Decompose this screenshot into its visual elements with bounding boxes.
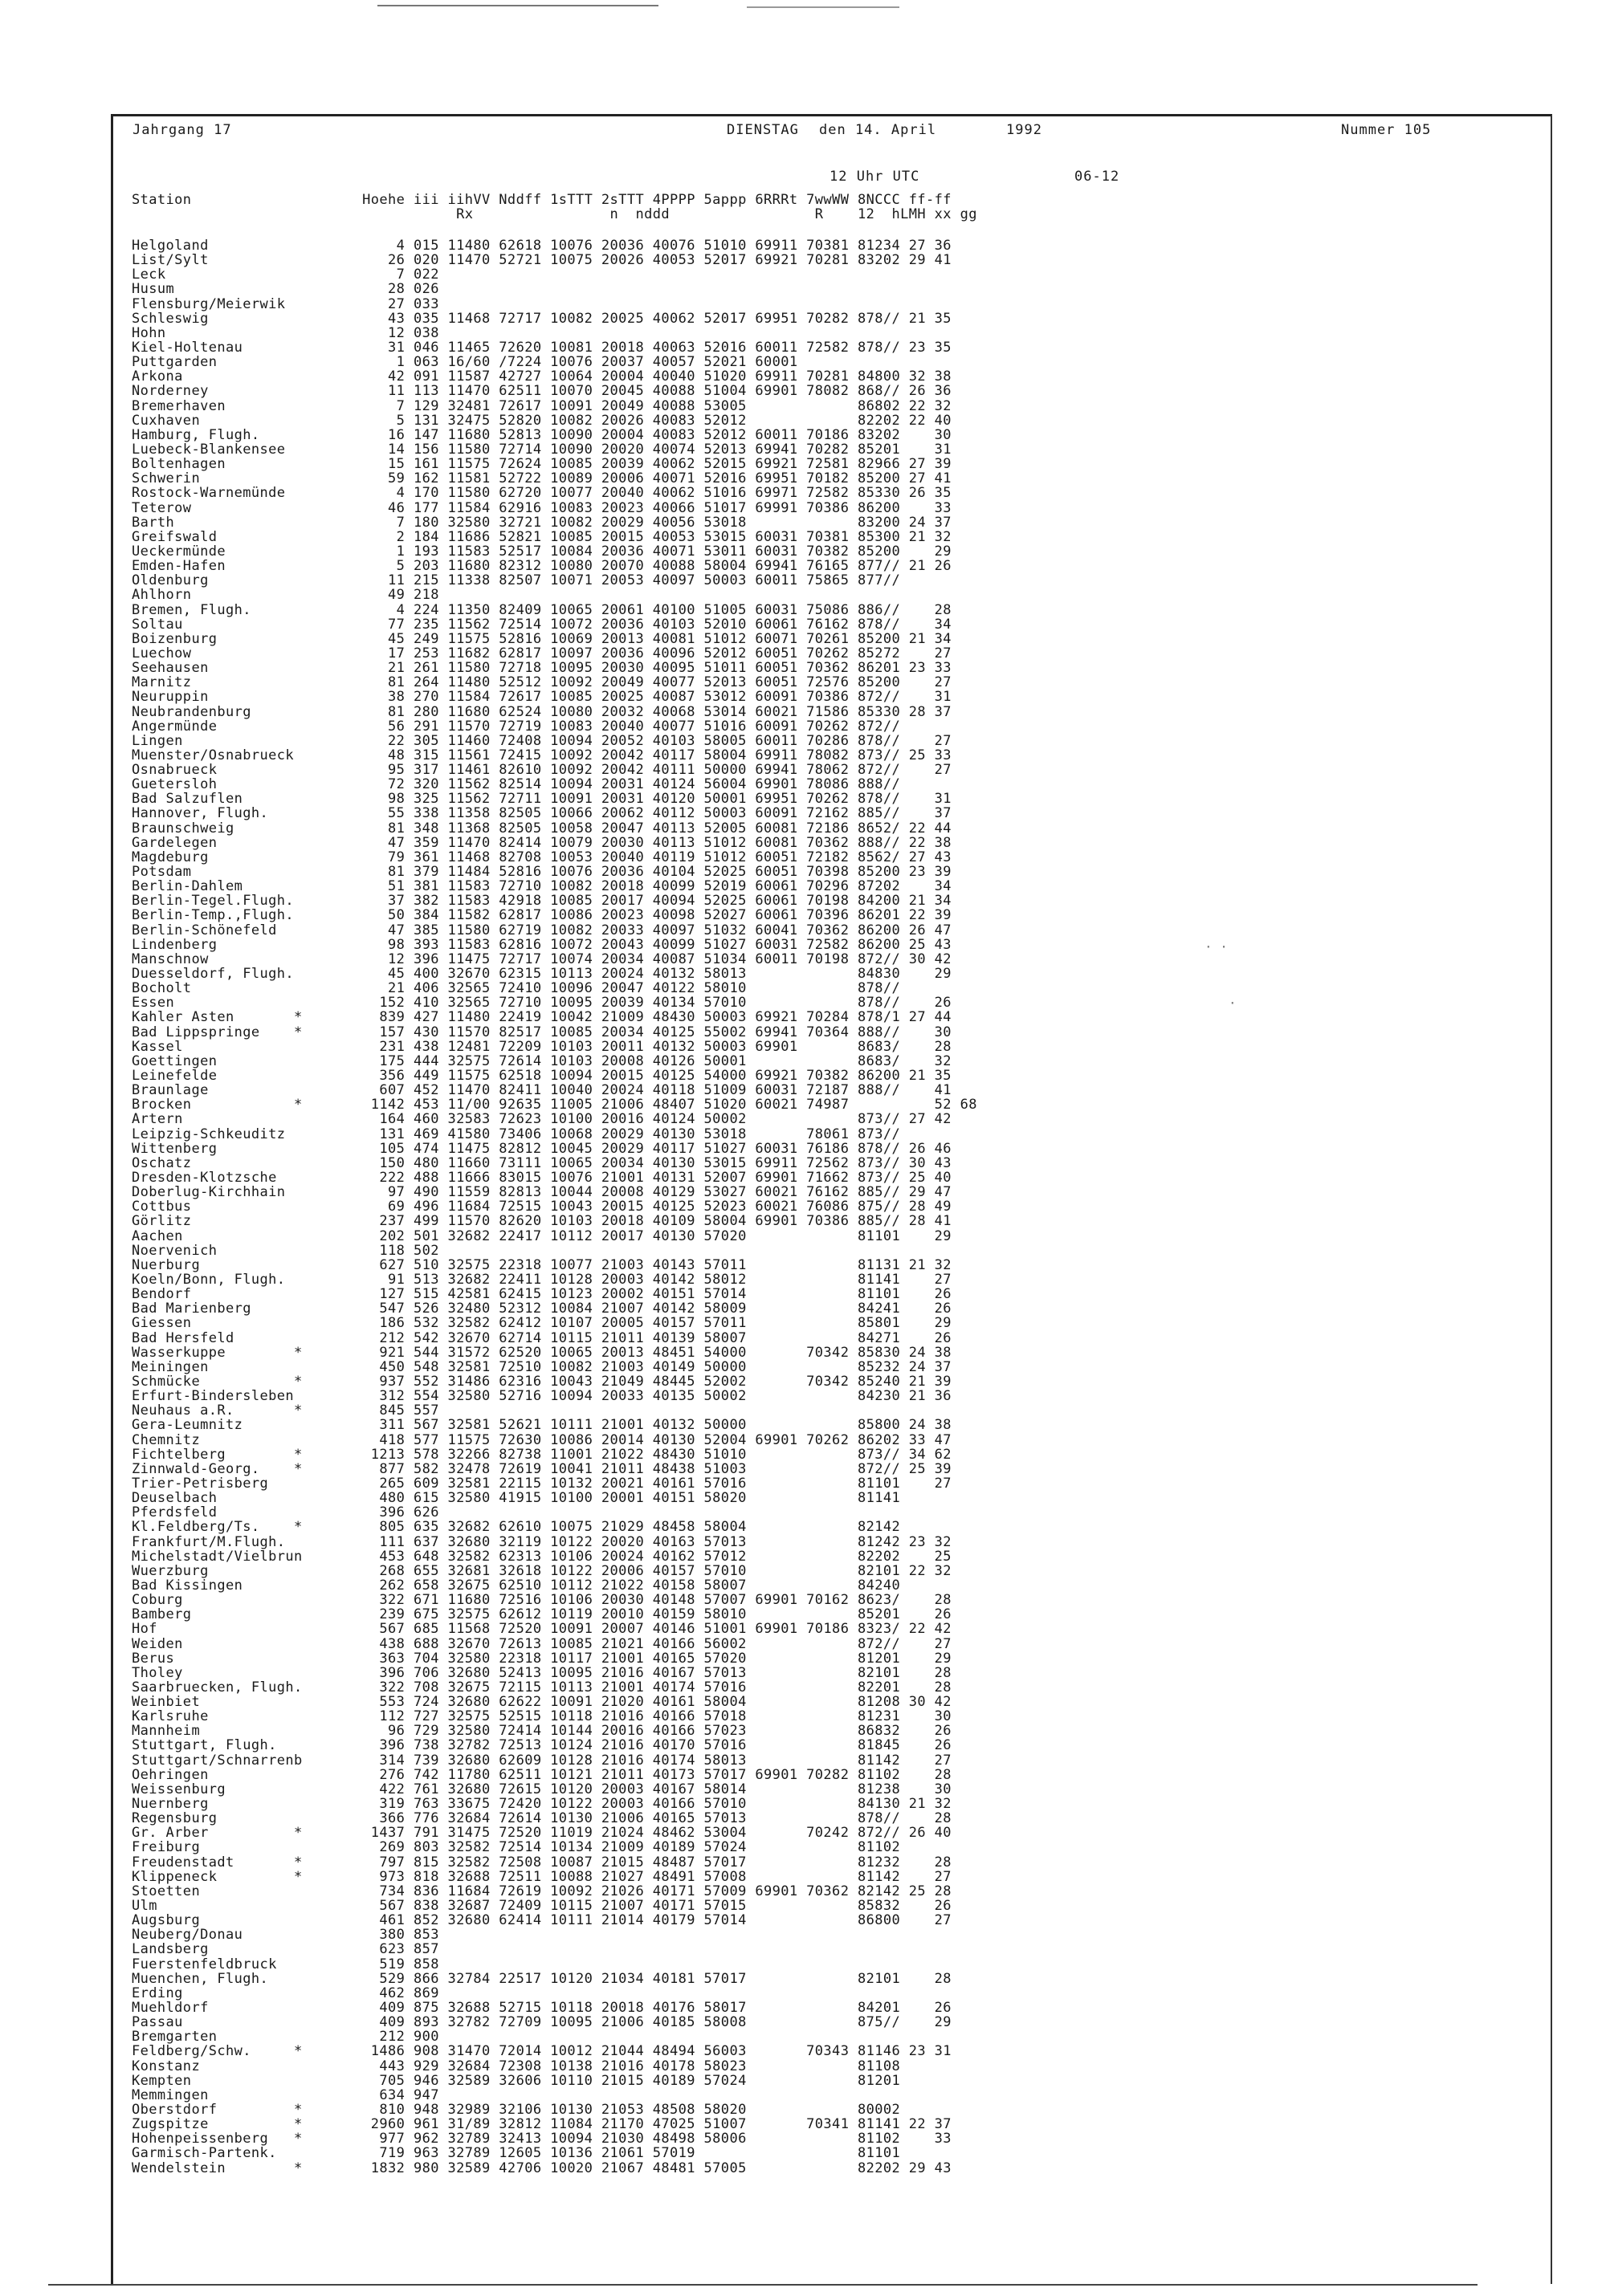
table-row: Lingen 22 305 11460 72408 10094 20052 40103 58005 60011 70286 878// 27 — [132, 732, 952, 749]
table-row: Bremen, Flugh. 4 224 11350 82409 10065 20061 40100 51005 60031 75086 886// 28 — [132, 601, 952, 618]
table-row: Ueckermünde 1 193 11583 52517 10084 20036 40071 53011 60031 70382 85200 29 — [132, 543, 952, 560]
table-row: Garmisch-Partenk. 719 963 32789 12605 10136 21061 57019 81101 — [132, 2145, 901, 2162]
table-row: Teterow 46 177 11584 62916 10083 20023 40066 51017 69991 70386 86200 33 — [132, 499, 952, 516]
table-row: Meiningen 450 548 32581 72510 10082 21003 40149 50000 85232 24 37 — [132, 1358, 952, 1375]
table-row: Schmücke * 937 552 31486 62316 10043 21049 48445 52002 70342 85240 21 39 — [132, 1373, 952, 1390]
bottom-rule — [48, 2284, 1478, 2286]
table-row: Nuerburg 627 510 32575 22318 10077 21003 40143 57011 81131 21 32 — [132, 1256, 952, 1273]
weekday-label: DIENSTAG — [727, 122, 799, 138]
table-row: Hannover, Flugh. 55 338 11358 82505 10066 20062 40112 50003 60091 72162 885// 37 — [132, 805, 952, 822]
table-row: Greifswald 2 184 11686 52821 10085 20015 40053 53015 60031 70381 85300 21 32 — [132, 528, 952, 545]
table-row: Mannheim 96 729 32580 72414 10144 20016 40166 57023 86832 26 — [132, 1723, 952, 1740]
table-row: Boizenburg 45 249 11575 52816 10069 20013 40081 51012 60071 70261 85200 21 34 — [132, 630, 952, 647]
table-row: Guetersloh 72 320 11562 82514 10094 20031 40124 56004 69901 78086 888// — [132, 776, 901, 793]
table-row: Berlin-Temp.,Flugh. 50 384 11582 62817 10086 20023 40098 52027 60061 70396 86201 22 39 — [132, 907, 952, 924]
table-row: Bad Hersfeld 212 542 32670 62714 10115 21011 40139 58007 84271 26 — [132, 1329, 952, 1346]
table-row: Tholey 396 706 32680 52413 10095 21016 40167 57013 82101 28 — [132, 1664, 952, 1681]
table-row: Soltau 77 235 11562 72514 10072 20036 40103 52010 60061 76162 878// 34 — [132, 616, 952, 633]
table-row: Neuberg/Donau 380 853 — [132, 1927, 439, 1944]
table-row: Wendelstein * 1832 980 32589 42706 10020 21067 48481 57005 82202 29 43 — [132, 2160, 952, 2176]
table-row: Weinbiet 553 724 32680 62622 10091 21020 40161 58004 81208 30 42 — [132, 1694, 952, 1711]
table-row: Bad Kissingen 262 658 32675 62510 10112 21022 40158 58007 84240 — [132, 1577, 901, 1594]
table-row: Fuerstenfeldbruck 519 858 — [132, 1956, 439, 1972]
table-row: Stuttgart/Schnarrenb 314 739 32680 62609 10128 21016 40174 58013 81142 27 — [132, 1752, 952, 1769]
table-row: Leinefelde 356 449 11575 62518 10094 20015 40125 54000 69921 70382 86200 21 35 — [132, 1068, 952, 1085]
column-headers: Station Hoehe iii iihVV Nddff 1sTTT 2sTTT 4PPPP 5appp 6RRRt 7wwWW 8NCCC ff-ff — [132, 192, 952, 208]
table-row: Lindenberg 98 393 11583 62816 10072 20043 40099 51027 60031 72582 86200 25 43 — [132, 936, 952, 953]
table-row: Artern 164 460 32583 72623 10100 20016 40124 50002 873// 27 42 — [132, 1111, 952, 1128]
date-label: den 14. April — [819, 122, 937, 138]
table-row: Luechow 17 253 11682 62817 10097 20036 40096 52012 60051 70262 85272 27 — [132, 645, 952, 662]
table-row: Leipzig-Schkeuditz 131 469 41580 73406 10068 20029 40130 53018 78061 873// — [132, 1126, 901, 1142]
table-row: Freiburg 269 803 32582 72514 10134 21009 40189 57024 81102 — [132, 1839, 901, 1856]
table-row: Schwerin 59 162 11581 52722 10089 20006 40071 52016 69951 70182 85200 27 41 — [132, 470, 952, 487]
scan-artifact-line — [377, 5, 658, 6]
table-row: Neubrandenburg 81 280 11680 62524 10080 20032 40068 53014 60021 71586 85330 28 37 — [132, 703, 952, 720]
table-row: List/Sylt 26 020 11470 52721 10075 20026 40053 52017 69921 70281 83202 29 41 — [132, 252, 952, 269]
table-row: Giessen 186 532 32582 62412 10107 20005 40157 57011 85801 29 — [132, 1315, 952, 1332]
table-row: Leck 7 022 — [132, 267, 439, 283]
table-row: Oldenburg 11 215 11338 82507 10071 20053 40097 50003 60011 75865 877// — [132, 572, 901, 589]
table-row: Muenster/Osnabrueck 48 315 11561 72415 10092 20042 40117 58004 69911 78082 873// 25 33 — [132, 747, 952, 763]
table-row: Duesseldorf, Flugh. 45 400 32670 62315 10113 20024 40132 58013 84830 29 — [132, 966, 952, 983]
table-row: Gardelegen 47 359 11470 82414 10079 20030 40113 51012 60081 70362 888// 22 38 — [132, 834, 952, 851]
issue-number: Nummer 105 — [1341, 122, 1432, 138]
table-row: Stuttgart, Flugh. 396 738 32782 72513 10124 21016 40170 57016 81845 26 — [132, 1737, 952, 1754]
table-row: Wasserkuppe * 921 544 31572 62520 10065 20013 48451 54000 70342 85830 24 38 — [132, 1344, 952, 1361]
table-row: Noervenich 118 502 — [132, 1242, 439, 1259]
table-row: Angermünde 56 291 11570 72719 10083 20040 40077 51016 60091 70262 872// — [132, 718, 901, 735]
table-row: Magdeburg 79 361 11468 82708 10053 20040 40119 51012 60051 72182 8562/ 27 43 — [132, 849, 952, 865]
table-row: Braunschweig 81 348 11368 82505 10058 20047 40113 52005 60081 72186 8652/ 22 44 — [132, 820, 952, 837]
table-row: Frankfurt/M.Flugh. 111 637 32680 32119 10122 20020 40163 57013 81242 23 32 — [132, 1533, 952, 1550]
table-row: Doberlug-Kirchhain 97 490 11559 82813 10044 20008 40129 53027 60021 76162 885// 29 47 — [132, 1184, 952, 1201]
table-row: Bremgarten 212 900 — [132, 2029, 439, 2046]
scan-artifact-mark: · — [1229, 995, 1237, 1011]
table-row: Manschnow 12 396 11475 72717 10074 20034 40087 51034 60011 70198 872// 30 42 — [132, 951, 952, 967]
table-row: Gera-Leumnitz 311 567 32581 52621 10111 21001 40132 50000 85800 24 38 — [132, 1417, 952, 1434]
table-row: Flensburg/Meierwik 27 033 — [132, 295, 439, 312]
table-row: Bad Lippspringe * 157 430 11570 82517 10085 20034 40125 55002 69941 70364 888// 30 — [132, 1024, 952, 1040]
table-row: Bamberg 239 675 32575 62612 10119 20010 40159 58010 85201 26 — [132, 1606, 952, 1623]
table-row: Goettingen 175 444 32575 72614 10103 20008 40126 50001 8683/ 32 — [132, 1052, 952, 1069]
scan-artifact-line — [747, 6, 899, 8]
table-row: Wuerzburg 268 655 32681 32618 10122 20006 40157 57010 82101 22 32 — [132, 1562, 952, 1579]
table-row: Osnabrueck 95 317 11461 82610 10092 20042 40111 50000 69941 78062 872// 27 — [132, 762, 952, 779]
table-row: Muehldorf 409 875 32688 52715 10118 20018 40176 58017 84201 26 — [132, 2000, 952, 2017]
table-row: Wittenberg 105 474 11475 82812 10045 20029 40117 51027 60031 76186 878// 26 46 — [132, 1140, 952, 1157]
table-row: Essen 152 410 32565 72710 10095 20039 40134 57010 878// 26 — [132, 995, 952, 1012]
table-row: Berus 363 704 32580 22318 10117 21001 40165 57020 81201 29 — [132, 1650, 952, 1667]
table-row: Arkona 42 091 11587 42727 10064 20004 40040 51020 69911 70281 84800 32 38 — [132, 368, 952, 385]
table-row: Cottbus 69 496 11684 72515 10043 20015 40125 52023 60021 76086 875// 28 49 — [132, 1199, 952, 1215]
table-row: Weissenburg 422 761 32680 72615 10120 20003 40167 58014 81238 30 — [132, 1781, 952, 1797]
period-label: 06-12 — [1074, 169, 1120, 185]
table-row: Weiden 438 688 32670 72613 10085 21021 40166 56002 872// 27 — [132, 1635, 952, 1652]
table-row: Freudenstadt * 797 815 32582 72508 10087 21015 48487 57017 81232 28 — [132, 1854, 952, 1871]
table-row: Kempten 705 946 32589 32606 10110 21015 40189 57024 81201 — [132, 2072, 901, 2089]
table-row: Augsburg 461 852 32680 62414 10111 21014 40179 57014 86800 27 — [132, 1912, 952, 1929]
year-label: 1992 — [1006, 122, 1042, 138]
table-row: Pferdsfeld 396 626 — [132, 1504, 439, 1521]
table-row: Erfurt-Bindersleben 312 554 32580 52716 10094 20033 40135 50002 84230 21 36 — [132, 1388, 952, 1405]
table-row: Marnitz 81 264 11480 52512 10092 20049 40077 52013 60051 72576 85200 27 — [132, 674, 952, 691]
table-row: Oehringen 276 742 11780 62511 10121 21011 40173 57017 69901 70282 81102 28 — [132, 1766, 952, 1783]
table-row: Erding 462 869 — [132, 1985, 439, 2001]
table-row: Ahlhorn 49 218 — [132, 587, 439, 604]
table-row: Rostock-Warnemünde 4 170 11580 62720 10077 20040 40062 51016 69971 72582 85330 26 35 — [132, 485, 952, 502]
table-row: Oschatz 150 480 11660 73111 10065 20034 40130 53015 69911 72562 873// 30 43 — [132, 1154, 952, 1171]
table-row: Helgoland 4 015 11480 62618 10076 20036 40076 51010 69911 70381 81234 27 36 — [132, 238, 952, 254]
table-row: Stoetten 734 836 11684 72619 10092 21026 40171 57009 69901 70362 82142 25 28 — [132, 1883, 952, 1899]
table-row: Bremerhaven 7 129 32481 72617 10091 20049 40088 53005 86802 22 32 — [132, 397, 952, 414]
table-row: Ulm 567 838 32687 72409 10115 21007 40171 57015 85832 26 — [132, 1898, 952, 1915]
table-row: Kl.Feldberg/Ts. * 805 635 32682 62610 10075 21029 48458 58004 82142 — [132, 1519, 901, 1536]
table-row: Schleswig 43 035 11468 72717 10082 20025 40062 52017 69951 70282 878// 21 35 — [132, 310, 952, 327]
volume-label: Jahrgang 17 — [132, 122, 232, 138]
table-row: Koeln/Bonn, Flugh. 91 513 32682 22411 10128 20003 40142 58012 81141 27 — [132, 1271, 952, 1288]
column-subheaders: Rx n nddd R 12 hLMH xx gg — [132, 206, 977, 222]
table-row: Kiel-Holtenau 31 046 11465 72620 10081 20018 40063 52016 60011 72582 878// 23 35 — [132, 339, 952, 356]
table-row: Luebeck-Blankensee 14 156 11580 72714 10090 20020 40074 52013 69941 70282 85201 31 — [132, 441, 952, 458]
table-row: Puttgarden 1 063 16/60 /7224 10076 20037 40057 52021 60001 — [132, 354, 798, 371]
table-row: Michelstadt/Vielbrun 453 648 32582 62313 10106 20024 40162 57012 82202 25 — [132, 1548, 952, 1565]
table-row: Berlin-Tegel.Flugh. 37 382 11583 42918 10085 20017 40094 52025 60061 70198 84200 21 34 — [132, 893, 952, 910]
table-row: Trier-Petrisberg 265 609 32581 22115 10132 20021 40161 57016 81101 27 — [132, 1475, 952, 1492]
table-row: Feldberg/Schw. * 1486 908 31470 72014 10012 21044 48494 56003 70343 81146 23 31 — [132, 2043, 952, 2060]
table-row: Neuhaus a.R. * 845 557 — [132, 1402, 439, 1419]
table-row: Barth 7 180 32580 32721 10082 20029 40056 53018 83200 24 37 — [132, 514, 952, 531]
table-row: Hohn 12 038 — [132, 324, 439, 341]
table-row: Brocken * 1142 453 11/00 92635 11005 21006 48407 51020 60021 74987 52 68 — [132, 1097, 977, 1113]
table-row: Nuernberg 319 763 33675 72420 10122 20003 40166 57010 84130 21 32 — [132, 1796, 952, 1813]
table-row: Bocholt 21 406 32565 72410 10096 20047 40122 58010 878// — [132, 980, 901, 997]
table-row: Boltenhagen 15 161 11575 72624 10085 20039 40062 52015 69921 72581 82966 27 39 — [132, 456, 952, 473]
table-row: Norderney 11 113 11470 62511 10070 20045 40088 51004 69901 78082 868// 26 36 — [132, 383, 952, 400]
table-row: Coburg 322 671 11680 72516 10106 20030 40148 57007 69901 70162 8623/ 28 — [132, 1592, 952, 1609]
table-row: Potsdam 81 379 11484 52816 10076 20036 40104 52025 60051 70398 85200 23 39 — [132, 864, 952, 881]
table-row: Hof 567 685 11568 72520 10091 20007 40146 51001 69901 70186 8323/ 22 42 — [132, 1621, 952, 1638]
table-row: Seehausen 21 261 11580 72718 10095 20030 40095 51011 60051 70362 86201 23 33 — [132, 660, 952, 677]
table-row: Husum 28 026 — [132, 281, 439, 298]
table-row: Landsberg 623 857 — [132, 1941, 439, 1958]
table-row: Muenchen, Flugh. 529 866 32784 22517 10120 21034 40181 57017 82101 28 — [132, 1970, 952, 1987]
table-row: Fichtelberg * 1213 578 32266 82738 11001 21022 48430 51010 873// 34 62 — [132, 1446, 952, 1463]
table-row: Deuselbach 480 615 32580 41915 10100 20001 40151 58020 81141 — [132, 1490, 901, 1507]
table-row: Bendorf 127 515 42581 62415 10123 20002 40151 57014 81101 26 — [132, 1286, 952, 1303]
table-row: Regensburg 366 776 32684 72614 10130 21006 40165 57013 878// 28 — [132, 1810, 952, 1827]
table-row: Passau 409 893 32782 72709 10095 21006 40185 58008 875// 29 — [132, 2014, 952, 2031]
table-row: Kahler Asten * 839 427 11480 22419 10042 21009 48430 50003 69921 70284 878/1 27 44 — [132, 1009, 952, 1026]
table-row: Gr. Arber * 1437 791 31475 72520 11019 21024 48462 53004 70242 872// 26 40 — [132, 1825, 952, 1842]
table-row: Karlsruhe 112 727 32575 52515 10118 21016 40166 57018 81231 30 — [132, 1708, 952, 1725]
table-row: Klippeneck * 973 818 32688 72511 10088 21027 48491 57008 81142 27 — [132, 1868, 952, 1885]
observation-time: 12 Uhr UTC — [829, 169, 920, 185]
table-row: Aachen 202 501 32682 22417 10112 20017 40130 57020 81101 29 — [132, 1227, 952, 1244]
table-row: Zinnwald-Georg. * 877 582 32478 72619 10041 21011 48438 51003 872// 25 39 — [132, 1460, 952, 1477]
table-row: Bad Salzuflen 98 325 11562 72711 10091 20031 40120 50001 69951 70262 878// 31 — [132, 791, 952, 808]
table-row: Neuruppin 38 270 11584 72617 10085 20025 40087 53012 60091 70386 872// 31 — [132, 689, 952, 706]
table-row: Chemnitz 418 577 11575 72630 10086 20014 40130 52004 69901 70262 86202 33 47 — [132, 1431, 952, 1448]
station-table — [132, 238, 977, 2176]
table-row: Emden-Hafen 5 203 11680 82312 10080 20070 40088 58004 69941 76165 877// 21 26 — [132, 558, 952, 575]
table-row: Memmingen 634 947 — [132, 2086, 439, 2103]
table-row: Bad Marienberg 547 526 32480 52312 10084 21007 40142 58009 84241 26 — [132, 1301, 952, 1317]
scan-artifact-mark: · · — [1204, 939, 1228, 955]
table-row: Hamburg, Flugh. 16 147 11680 52813 10090 20004 40083 52012 60011 70186 83202 30 — [132, 426, 952, 443]
table-row: Braunlage 607 452 11470 82411 10040 20024 40118 51009 60031 72187 888// 41 — [132, 1082, 952, 1099]
table-row: Kassel 231 438 12481 72209 10103 20011 40132 50003 69901 8683/ 28 — [132, 1038, 952, 1055]
table-row: Berlin-Schönefeld 47 385 11580 62719 10082 20033 40097 51032 60041 70362 86200 26 47 — [132, 922, 952, 938]
table-row: Dresden-Klotzsche 222 488 11666 83015 10076 21001 40131 52007 69901 71662 873// 25 40 — [132, 1170, 952, 1186]
table-row: Berlin-Dahlem 51 381 11583 72710 10082 20018 40099 52019 60061 70296 87202 34 — [132, 878, 952, 895]
table-row: Zugspitze * 2960 961 31/89 32812 11084 21170 47025 51007 70341 81141 22 37 — [132, 2116, 952, 2133]
table-row: Konstanz 443 929 32684 72308 10138 21016 40178 58023 81108 — [132, 2058, 901, 2074]
table-row: Görlitz 237 499 11570 82620 10103 20018 40109 58004 69901 70386 885// 28 41 — [132, 1213, 952, 1230]
table-row: Oberstdorf * 810 948 32989 32106 10130 21053 48508 58020 80002 — [132, 2102, 901, 2118]
table-row: Saarbruecken, Flugh. 322 708 32675 72115 10113 21001 40174 57016 82201 28 — [132, 1679, 952, 1696]
table-row: Hohenpeissenberg * 977 962 32789 32413 10094 21030 48498 58006 81102 33 — [132, 2131, 952, 2147]
table-row: Cuxhaven 5 131 32475 52820 10082 20026 40083 52012 82202 22 40 — [132, 412, 952, 429]
